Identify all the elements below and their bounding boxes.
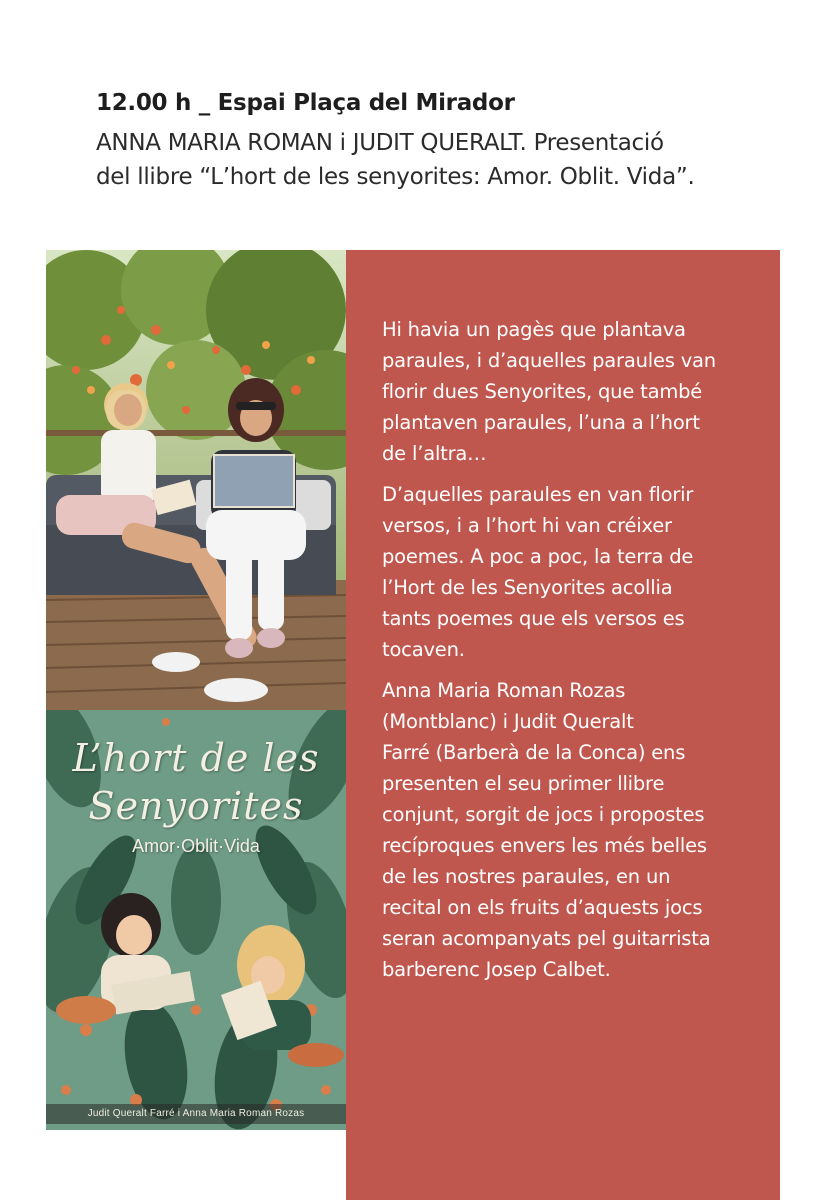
book-cover (46, 710, 346, 1130)
description-line: tants poemes que els versos es (382, 607, 685, 630)
description-line: D’aquelles paraules en van florir (382, 483, 694, 506)
description-line: conjunt, sorgit de jocs i propostes (382, 803, 705, 826)
authors-photo (46, 250, 346, 710)
description-line: recital on els fruits d’aquests jocs (382, 896, 703, 919)
cover-title-line2: Senyorites (88, 784, 304, 828)
description-line: de l’altra… (382, 442, 487, 465)
description-paragraph (382, 675, 772, 985)
cover-title-line1: L’hort de les (72, 736, 320, 780)
event-description-line: del llibre “L’hort de les senyorites: Amor. Oblit. Vida”. (96, 164, 695, 190)
cover-authors: Judit Queralt Farré i Anna Maria Roman Rozas (46, 1104, 346, 1124)
description-line: tocaven. (382, 638, 465, 661)
description-line: presenten el seu primer llibre (382, 772, 665, 795)
description-line: plantaven paraules, l’una a l’hort (382, 411, 700, 434)
event-description-line: ANNA MARIA ROMAN i JUDIT QUERALT. Presentació (96, 130, 664, 156)
event-description (96, 126, 776, 194)
description-paragraph (382, 314, 772, 469)
description-line: (Montblanc) i Judit Queralt (382, 710, 634, 733)
description-line: poemes. A poc a poc, la terra de (382, 545, 694, 568)
description-line: recíproques envers les més belles (382, 834, 707, 857)
description-panel (346, 250, 780, 1200)
description-line: Farré (Barberà de la Conca) ens (382, 741, 686, 764)
description-line: Hi havia un pagès que plantava (382, 318, 686, 341)
description-line: barberenc Josep Calbet. (382, 958, 611, 981)
description-paragraph (382, 479, 772, 665)
description-line: l’Hort de les Senyorites acollia (382, 576, 673, 599)
description-text (382, 314, 772, 995)
description-line: versos, i a l’hort hi van créixer (382, 514, 672, 537)
description-line: paraules, i d’aquelles paraules van (382, 349, 716, 372)
description-line: Anna Maria Roman Rozas (382, 679, 626, 702)
cover-subtitle: Amor·Oblit·Vida (132, 836, 260, 856)
event-title: 12.00 h _ Espai Plaça del Mirador (96, 90, 515, 116)
description-line: de les nostres paraules, en un (382, 865, 671, 888)
photo-two-women-reading-icon (46, 250, 346, 710)
description-line: seran acompanyats pel guitarrista (382, 927, 711, 950)
description-line: florir dues Senyorites, que també (382, 380, 703, 403)
